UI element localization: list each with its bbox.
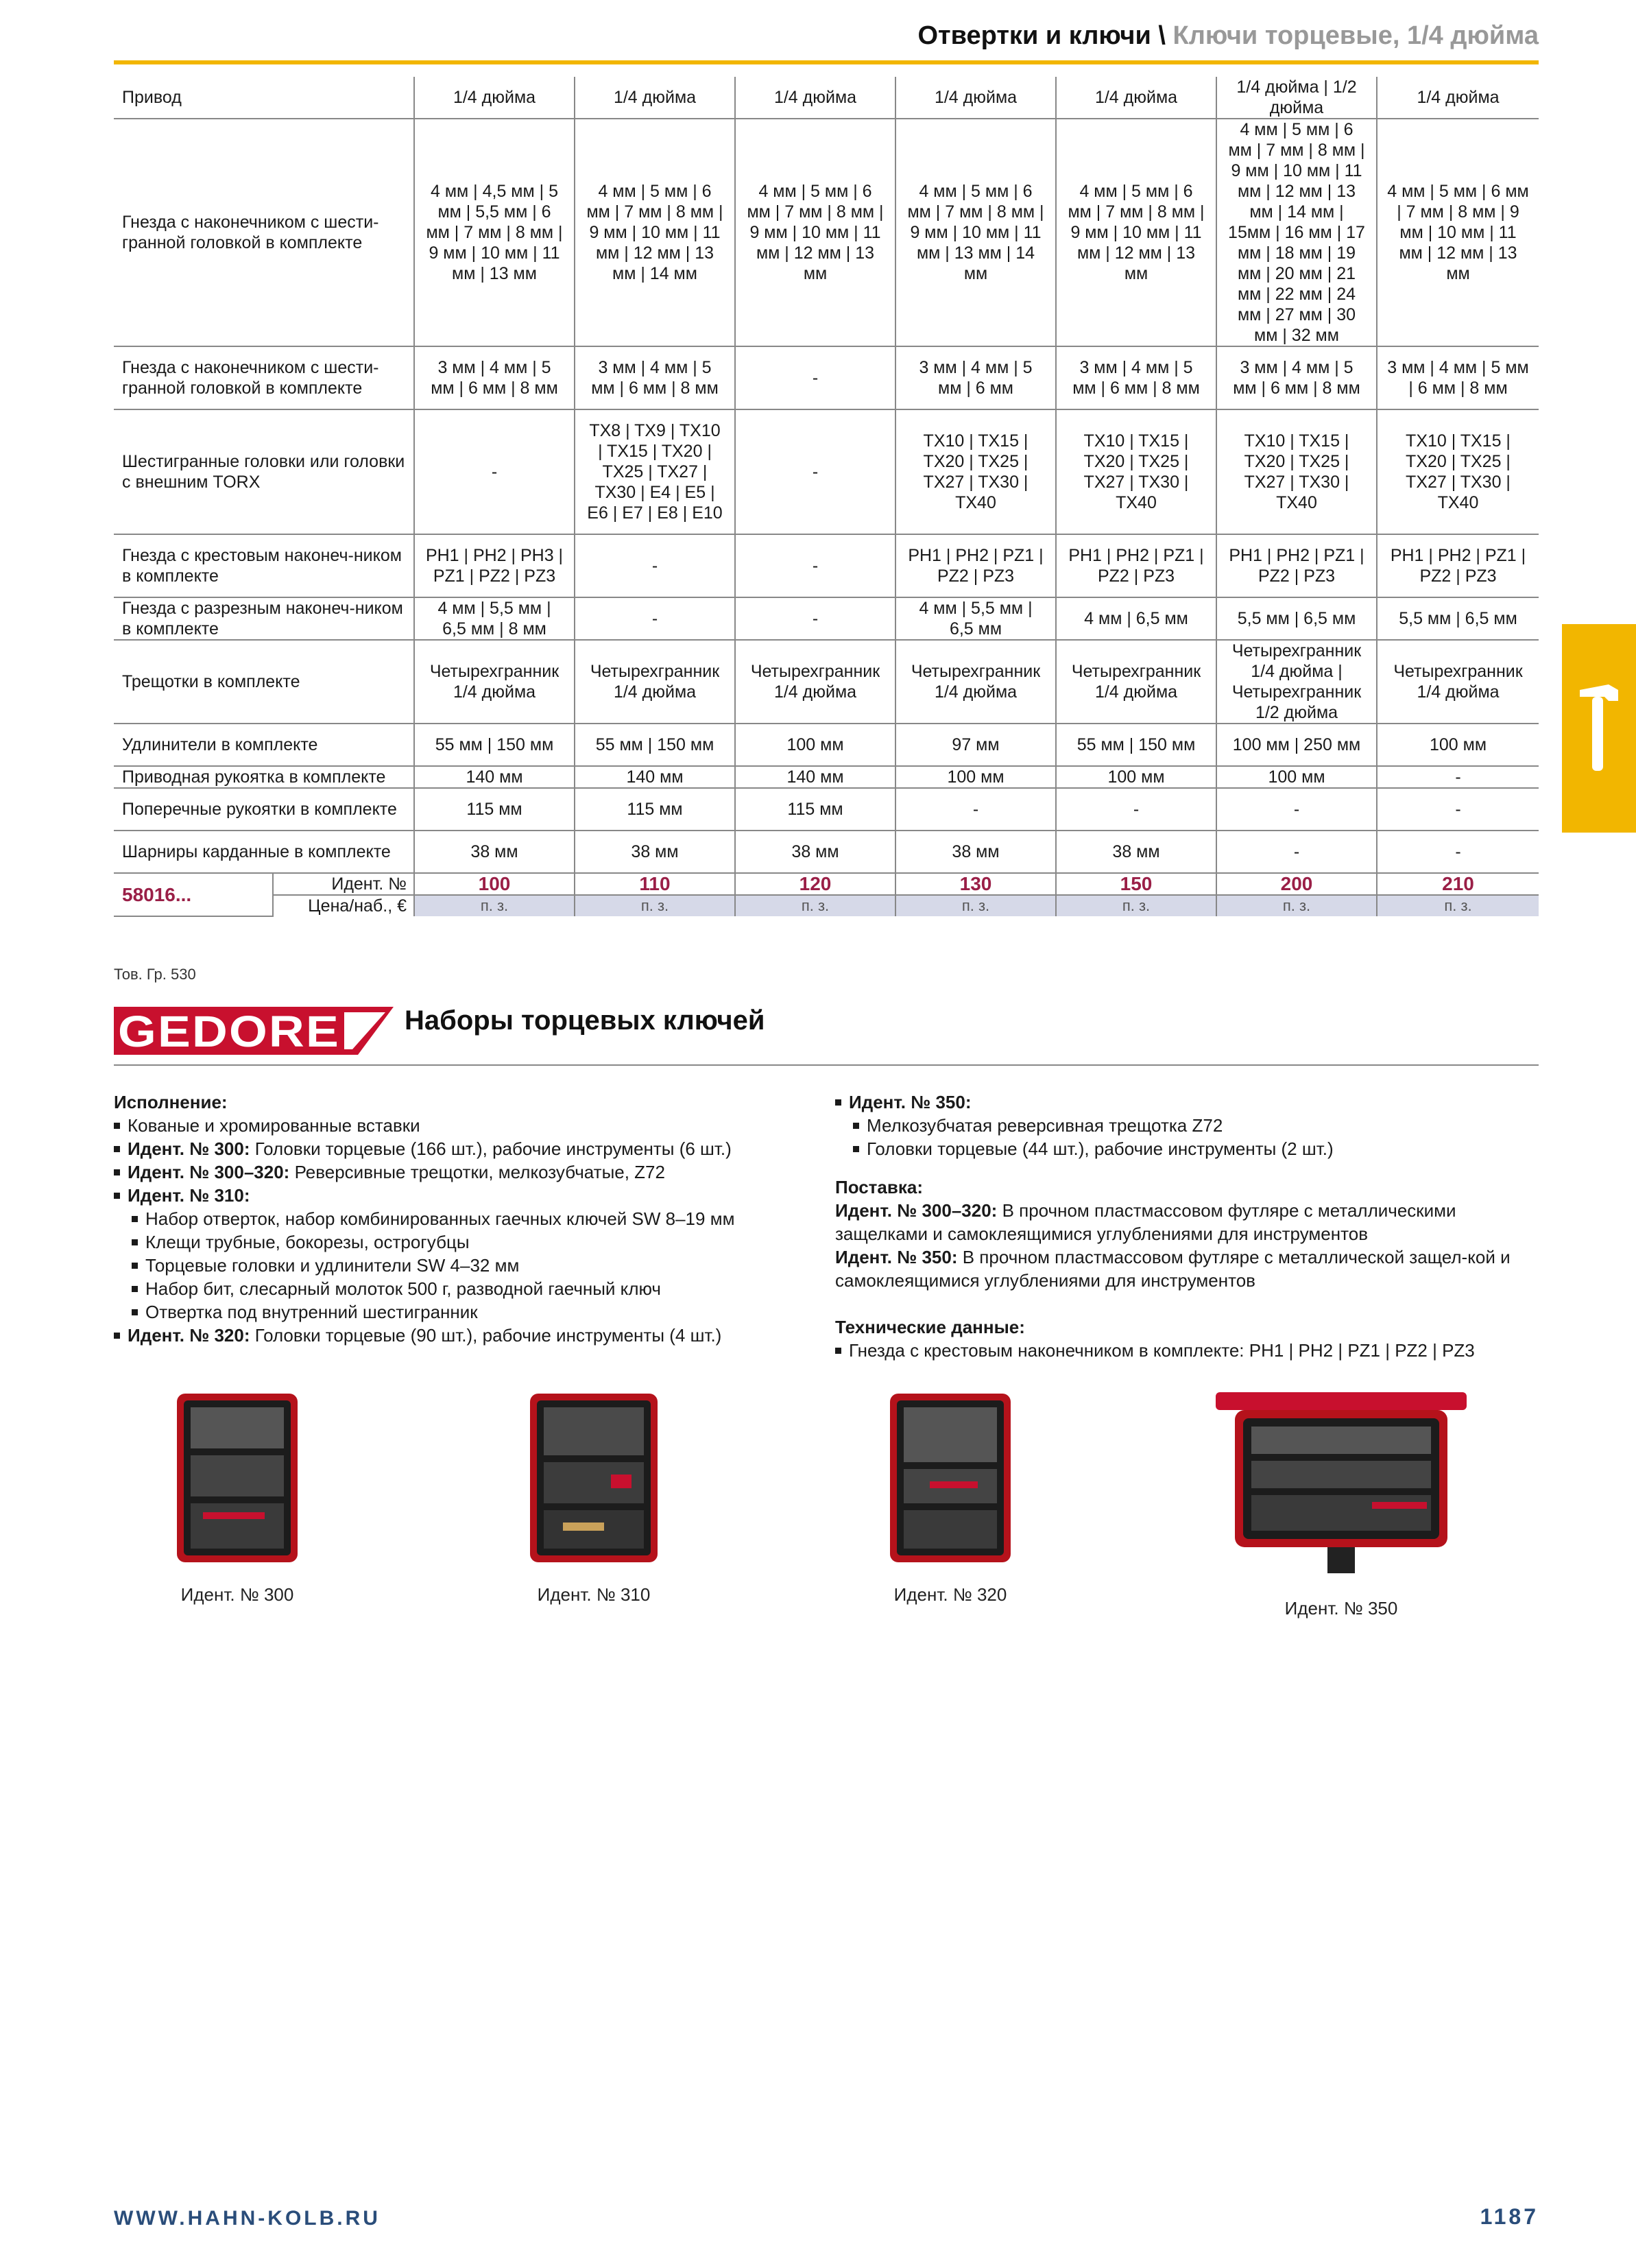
row-label: Поперечные рукоятки в комплекте <box>114 788 414 831</box>
table-cell: 3 мм | 4 мм | 5 мм | 6 мм | 8 мм <box>575 346 735 409</box>
thumb-caption: Идент. № 310 <box>537 1584 651 1605</box>
sub-list-item: Головки торцевые (44 шт.), рабочие инструменты (2 шт.) <box>835 1137 1541 1160</box>
table-cell: 3 мм | 4 мм | 5 мм | 6 мм <box>895 346 1056 409</box>
table-cell: 4 мм | 6,5 мм <box>1056 597 1216 640</box>
table-cell: 140 мм <box>735 766 895 788</box>
postavka-text-1: Идент. № 300–320: В прочном пластмассовом футляре с металлическими защелками и самоклеящимися углублениями для инструментов <box>835 1200 1456 1244</box>
row-label: Шестигранные головки или головки с внешним TORX <box>114 409 414 534</box>
sub-list-item: Клещи трубные, бокорезы, острогубцы <box>114 1230 813 1254</box>
table-cell: - <box>575 534 735 597</box>
thumb-caption: Идент. № 300 <box>180 1584 294 1605</box>
brand-bar <box>114 1003 1539 1066</box>
row-label: Гнезда с наконечником с шести-гранной головкой в комплекте <box>114 346 414 409</box>
page-number: 1187 <box>1480 2204 1539 2229</box>
spec-table <box>114 77 1539 917</box>
ident-number[interactable]: 150 <box>1056 873 1216 895</box>
table-cell: - <box>895 788 1056 831</box>
table-cell: - <box>735 346 895 409</box>
table-cell: PH1 | PH2 | PZ1 | PZ2 | PZ3 <box>1056 534 1216 597</box>
ident-row <box>114 873 1539 895</box>
table-cell: 4 мм | 5,5 мм | 6,5 мм | 8 мм <box>414 597 575 640</box>
table-cell: PH1 | PH2 | PZ1 | PZ2 | PZ3 <box>1377 534 1539 597</box>
toolcase-image <box>529 1392 659 1564</box>
row-label: Гнезда с разрезным наконеч-ником в комплекте <box>114 597 414 640</box>
list-item: Идент. № 320: Головки торцевые (90 шт.), рабочие инструменты (4 шт.) <box>114 1324 813 1347</box>
price-row <box>114 895 1539 916</box>
toolcase-image <box>176 1392 299 1564</box>
header-separator: \ <box>1158 21 1166 50</box>
product-thumbnails <box>114 1392 1539 1632</box>
table-cell: Четырехгранник 1/4 дюйма <box>1056 640 1216 724</box>
table-cell: - <box>1216 788 1377 831</box>
product-thumb-310 <box>470 1392 717 1625</box>
table-cell: 1/4 дюйма <box>1377 77 1539 119</box>
table-cell: TX10 | TX15 | TX20 | TX25 | TX27 | TX30 | TX40 <box>1377 409 1539 534</box>
table-cell: 140 мм <box>414 766 575 788</box>
list-item: Идент. № 350: <box>835 1090 1541 1114</box>
row-label: Привод <box>114 77 414 119</box>
table-cell: 1/4 дюйма <box>1056 77 1216 119</box>
table-cell: TX8 | TX9 | TX10 | TX15 | TX20 | TX25 | TX27 | TX30 | E4 | E5 | E6 | E7 | E8 | E10 <box>575 409 735 534</box>
table-cell: PH1 | PH2 | PH3 | PZ1 | PZ2 | PZ3 <box>414 534 575 597</box>
table-row <box>114 346 1539 409</box>
table-row <box>114 597 1539 640</box>
table-cell: PH1 | PH2 | PZ1 | PZ2 | PZ3 <box>1216 534 1377 597</box>
list-item: Гнезда с крестовым наконечником в комплекте: PH1 | PH2 | PZ1 | PZ2 | PZ3 <box>835 1339 1541 1362</box>
table-cell: 1/4 дюйма <box>414 77 575 119</box>
page-header <box>114 15 1539 64</box>
table-row <box>114 724 1539 766</box>
table-cell: 1/4 дюйма <box>735 77 895 119</box>
ispolnenie-heading: Исполнение: <box>114 1092 228 1112</box>
row-label: Гнезда с крестовым наконеч-ником в комплекте <box>114 534 414 597</box>
table-cell: - <box>575 597 735 640</box>
table-cell: 115 мм <box>735 788 895 831</box>
row-label: Удлинители в комплекте <box>114 724 414 766</box>
table-cell: 4 мм | 5 мм | 6 мм | 7 мм | 8 мм | 9 мм | 10 мм | 11 мм | 12 мм | 13 мм <box>735 119 895 346</box>
ident-label: Идент. № <box>273 873 414 895</box>
price-cell: п. з. <box>575 895 735 916</box>
table-cell: 100 мм <box>895 766 1056 788</box>
sub-list-item: Отвертка под внутренний шестигранник <box>114 1300 813 1324</box>
table-cell: 3 мм | 4 мм | 5 мм | 6 мм | 8 мм <box>1216 346 1377 409</box>
postavka-heading: Поставка: <box>835 1177 923 1197</box>
table-cell: 55 мм | 150 мм <box>1056 724 1216 766</box>
table-cell: - <box>735 409 895 534</box>
table-cell: - <box>414 409 575 534</box>
tech-heading: Технические данные: <box>835 1317 1025 1337</box>
table-cell: 55 мм | 150 мм <box>575 724 735 766</box>
table-cell: 4 мм | 5 мм | 6 мм | 7 мм | 8 мм | 9 мм | 10 мм | 11 мм | 13 мм | 14 мм <box>895 119 1056 346</box>
hammer-icon <box>1577 680 1621 776</box>
product-thumb-320 <box>827 1392 1074 1625</box>
table-row <box>114 831 1539 873</box>
table-cell: Четырехгранник 1/4 дюйма <box>414 640 575 724</box>
price-cell: п. з. <box>1216 895 1377 916</box>
table-row <box>114 77 1539 119</box>
table-cell: 55 мм | 150 мм <box>414 724 575 766</box>
table-cell: Четырехгранник 1/4 дюйма <box>895 640 1056 724</box>
table-cell: 38 мм <box>575 831 735 873</box>
table-cell: 115 мм <box>414 788 575 831</box>
table-row <box>114 640 1539 724</box>
product-thumb-350 <box>1211 1392 1471 1625</box>
sub-list-item: Мелкозубчатая реверсивная трещотка Z72 <box>835 1114 1541 1137</box>
table-cell: PH1 | PH2 | PZ1 | PZ2 | PZ3 <box>895 534 1056 597</box>
side-tab <box>1562 624 1636 833</box>
tov-gr: Тов. Гр. 530 <box>114 966 196 983</box>
brand-title: Наборы торцевых ключей <box>405 1005 765 1036</box>
table-cell: 1/4 дюйма | 1/2 дюйма <box>1216 77 1377 119</box>
price-cell: п. з. <box>1377 895 1539 916</box>
ident-number[interactable]: 200 <box>1216 873 1377 895</box>
list-item: Идент. № 300: Головки торцевые (166 шт.), рабочие инструменты (6 шт.) <box>114 1137 813 1160</box>
table-cell: TX10 | TX15 | TX20 | TX25 | TX27 | TX30 | TX40 <box>1056 409 1216 534</box>
table-cell: - <box>1056 788 1216 831</box>
table-cell: TX10 | TX15 | TX20 | TX25 | TX27 | TX30 | TX40 <box>1216 409 1377 534</box>
table-cell: - <box>1377 788 1539 831</box>
footer-url[interactable]: WWW.HAHN-KOLB.RU <box>114 2207 381 2230</box>
table-row <box>114 788 1539 831</box>
ident-number[interactable]: 110 <box>575 873 735 895</box>
table-cell: 1/4 дюйма <box>575 77 735 119</box>
table-row <box>114 534 1539 597</box>
left-column <box>114 1090 813 1347</box>
table-cell: - <box>1377 766 1539 788</box>
price-cell: п. з. <box>1056 895 1216 916</box>
table-cell: 97 мм <box>895 724 1056 766</box>
table-cell: - <box>1216 831 1377 873</box>
table-cell: 100 мм | 250 мм <box>1216 724 1377 766</box>
table-cell: 3 мм | 4 мм | 5 мм | 6 мм | 8 мм <box>414 346 575 409</box>
table-cell: - <box>735 597 895 640</box>
table-cell: Четырехгранник 1/4 дюйма <box>1377 640 1539 724</box>
thumb-caption: Идент. № 320 <box>893 1584 1007 1605</box>
table-cell: Четырехгранник 1/4 дюйма <box>575 640 735 724</box>
table-cell: 4 мм | 5 мм | 6 мм | 7 мм | 8 мм | 9 мм | 10 мм | 11 мм | 12 мм | 13 мм <box>1377 119 1539 346</box>
table-cell: 4 мм | 5 мм | 6 мм | 7 мм | 8 мм | 9 мм | 10 мм | 11 мм | 12 мм | 13 мм | 14 мм <box>575 119 735 346</box>
table-row <box>114 119 1539 346</box>
table-cell: 100 мм <box>1056 766 1216 788</box>
table-cell: 38 мм <box>1056 831 1216 873</box>
thumb-caption: Идент. № 350 <box>1284 1598 1398 1619</box>
sub-list-item: Набор бит, слесарный молоток 500 г, разводной гаечный ключ <box>114 1277 813 1300</box>
ident-number[interactable]: 210 <box>1377 873 1539 895</box>
list-item: Кованые и хромированные вставки <box>114 1114 813 1137</box>
right-column <box>835 1090 1541 1362</box>
table-cell: Четырехгранник 1/4 дюйма | Четырехгранник 1/2 дюйма <box>1216 640 1377 724</box>
sub-list-item: Набор отверток, набор комбинированных гаечных ключей SW 8–19 мм <box>114 1207 813 1230</box>
sub-list-item: Торцевые головки и удлинители SW 4–32 мм <box>114 1254 813 1277</box>
table-cell: 38 мм <box>735 831 895 873</box>
price-cell: п. з. <box>735 895 895 916</box>
price-cell: п. з. <box>414 895 575 916</box>
table-cell: 4 мм | 5,5 мм | 6,5 мм <box>895 597 1056 640</box>
table-cell: 100 мм <box>735 724 895 766</box>
table-cell: 1/4 дюйма <box>895 77 1056 119</box>
table-cell: Четырехгранник 1/4 дюйма <box>735 640 895 724</box>
product-thumb-300 <box>114 1392 361 1625</box>
table-cell: 5,5 мм | 6,5 мм <box>1377 597 1539 640</box>
price-cell: п. з. <box>895 895 1056 916</box>
ident-number[interactable]: 120 <box>735 873 895 895</box>
list-item: Идент. № 310: <box>114 1184 813 1207</box>
postavka-text-2: Идент. № 350: В прочном пластмассовом футляре с металлической защел-кой и самоклеящимися углублениями для инструментов <box>835 1247 1511 1291</box>
table-cell: - <box>735 534 895 597</box>
table-cell: 38 мм <box>895 831 1056 873</box>
list-item: Идент. № 300–320: Реверсивные трещотки, мелкозубчатые, Z72 <box>114 1160 813 1184</box>
row-label: Приводная рукоятка в комплекте <box>114 766 414 788</box>
table-cell: 4 мм | 5 мм | 6 мм | 7 мм | 8 мм | 9 мм | 10 мм | 11 мм | 12 мм | 13 мм <box>1056 119 1216 346</box>
ident-number[interactable]: 130 <box>895 873 1056 895</box>
table-cell: 140 мм <box>575 766 735 788</box>
table-cell: 4 мм | 4,5 мм | 5 мм | 5,5 мм | 6 мм | 7 мм | 8 мм | 9 мм | 10 мм | 11 мм | 13 мм <box>414 119 575 346</box>
table-cell: 3 мм | 4 мм | 5 мм | 6 мм | 8 мм <box>1377 346 1539 409</box>
table-cell: 115 мм <box>575 788 735 831</box>
table-cell: 3 мм | 4 мм | 5 мм | 6 мм | 8 мм <box>1056 346 1216 409</box>
table-cell: 5,5 мм | 6,5 мм <box>1216 597 1377 640</box>
table-cell: - <box>1377 831 1539 873</box>
ident-number[interactable]: 100 <box>414 873 575 895</box>
table-cell: 100 мм <box>1216 766 1377 788</box>
row-label: Шарниры карданные в комплекте <box>114 831 414 873</box>
table-cell: 4 мм | 5 мм | 6 мм | 7 мм | 8 мм | 9 мм | 10 мм | 11 мм | 12 мм | 13 мм | 14 мм | 15мм | 16 мм | 17 мм | 18 мм | 19 мм | 20 мм | 21 мм | 22 мм | 24 мм | 27 мм | 30 мм | 32 мм <box>1216 119 1377 346</box>
svg-text:GEDORE: GEDORE <box>118 1007 340 1055</box>
row-label: Гнезда с наконечником с шести-гранной головкой в комплекте <box>114 119 414 346</box>
table-cell: 100 мм <box>1377 724 1539 766</box>
table-row <box>114 409 1539 534</box>
table-cell: 38 мм <box>414 831 575 873</box>
toolcase-image <box>1214 1392 1468 1577</box>
row-label: Трещотки в комплекте <box>114 640 414 724</box>
table-cell: TX10 | TX15 | TX20 | TX25 | TX27 | TX30 | TX40 <box>895 409 1056 534</box>
toolcase-image <box>889 1392 1012 1564</box>
price-label: Цена/наб., € <box>273 895 414 916</box>
header-title-sub: Ключи торцевые, 1/4 дюйма <box>1172 21 1539 50</box>
header-title-main: Отвертки и ключи <box>917 21 1151 50</box>
article-number: 58016... <box>114 873 273 916</box>
table-row <box>114 766 1539 788</box>
gedore-logo <box>114 1007 394 1055</box>
